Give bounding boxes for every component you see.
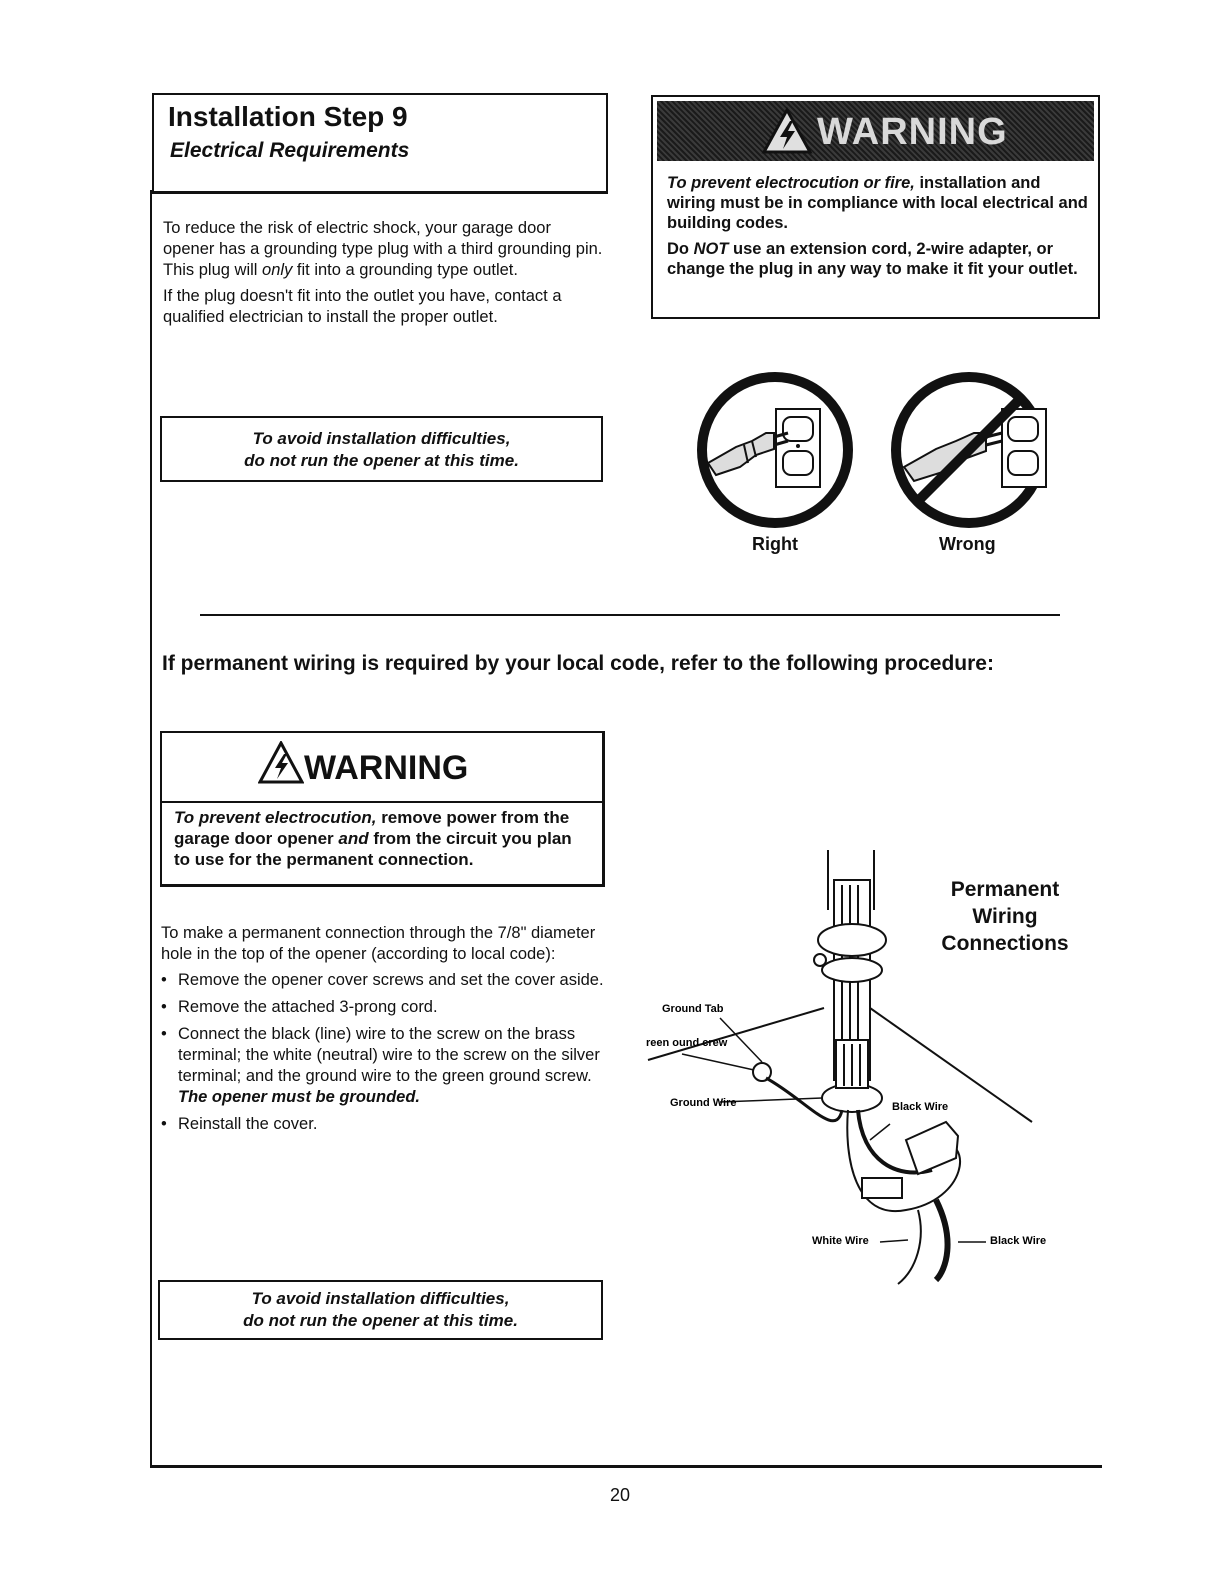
procedure-intro: To make a permanent connection through the 7/8" diameter hole in the top of the opener (according to local code):	[161, 924, 596, 963]
warning-top-paragraph-1	[667, 173, 1088, 233]
electric-hazard-icon	[761, 107, 813, 155]
caution-line-1: To avoid installation difficulties,	[252, 429, 511, 448]
label-white-wire: White Wire	[812, 1235, 869, 1247]
intro-emphasis: only	[262, 261, 293, 279]
electric-hazard-icon	[258, 741, 304, 785]
warning-text-part: Do	[667, 240, 694, 258]
page-number: 20	[609, 1485, 631, 1505]
left-border-rule	[150, 190, 152, 1467]
section-divider	[200, 614, 1060, 616]
warning-text-part: use an extension cord, 2-wire adapter, or change the plug in any way to make it fit your outlet.	[667, 240, 1078, 278]
plug-right-illustration	[696, 371, 854, 529]
page-subtitle: Electrical Requirements	[170, 139, 410, 162]
warning-emphasis: To prevent electrocution,	[174, 808, 377, 827]
caution-box-bottom	[158, 1280, 603, 1340]
list-item: • Remove the attached 3-prong cord.	[161, 997, 606, 1018]
label-black-wire-upper: Black Wire	[892, 1101, 949, 1113]
warning-emphasis: and	[338, 829, 369, 848]
label-green-ground-screw: reen ound crew	[646, 1037, 728, 1049]
step-heading-box	[152, 93, 608, 194]
caution-line-2: do not run the opener at this time.	[243, 1311, 518, 1330]
warning-box-bottom	[160, 731, 605, 887]
intro-paragraph-1	[163, 218, 603, 281]
intro-paragraph-2: If the plug doesn't fit into the outlet you have, contact a qualified electrician to install the proper outlet.	[163, 287, 562, 326]
warning-banner-text: WARNING	[817, 111, 1008, 153]
procedure-text	[161, 923, 606, 1141]
list-item: • Remove the opener cover screws and set the cover aside.	[161, 970, 606, 991]
warning-box-top	[651, 95, 1100, 319]
warning-emphasis: To prevent electrocution or fire,	[667, 174, 915, 192]
diagram-title: Permanent Wiring Connections	[941, 878, 1069, 955]
list-item-text: Connect the black (line) wire to the screw on the brass terminal; the white (neutral) wire to the screw on the silver terminal; and the ground wire to the green ground screw.	[178, 1025, 600, 1085]
permanent-wiring-heading: If permanent wiring is required by your local code, refer to the following procedure:	[162, 652, 994, 675]
warning-top-text	[667, 173, 1088, 285]
intro-text-part: fit into a grounding type outlet.	[292, 261, 518, 279]
label-ground-wire: Ground Wire	[670, 1097, 737, 1109]
bottom-border-rule	[150, 1465, 1102, 1468]
label-ground-tab: Ground Tab	[662, 1003, 724, 1015]
warning-text-part: installation and wiring must be in compliance with local electrical and building codes.	[667, 174, 1088, 232]
plug-right-label: Right	[752, 534, 798, 554]
caution-line-1: To avoid installation difficulties,	[251, 1289, 510, 1308]
warning-text-part: from the circuit you plan to use for the permanent connection.	[174, 829, 572, 869]
list-item-emphasis: The opener must be grounded.	[178, 1088, 421, 1106]
label-black-wire-lower: Black Wire	[990, 1235, 1047, 1247]
warning-banner-text: WARNING	[304, 749, 469, 787]
warning-text-part: remove power from the garage door opener	[174, 808, 570, 848]
plug-wrong-label: Wrong	[939, 534, 996, 554]
page-title: Installation Step 9	[168, 101, 408, 132]
warning-banner	[162, 733, 602, 803]
plug-wrong-illustration	[890, 371, 1048, 529]
warning-top-paragraph-2	[667, 239, 1088, 279]
intro-text-part: To reduce the risk of electric shock, your garage door opener has a grounding type plug with a third grounding pin. This plug will	[163, 219, 603, 279]
procedure-list	[161, 970, 606, 1135]
intro-text	[163, 218, 603, 333]
caution-line-2: do not run the opener at this time.	[244, 451, 519, 470]
list-item: • Reinstall the cover.	[161, 1114, 606, 1135]
warning-emphasis: NOT	[693, 240, 729, 258]
caution-box-top	[160, 416, 603, 482]
warning-bottom-text	[174, 807, 592, 870]
warning-banner	[657, 101, 1094, 161]
list-item	[161, 1024, 606, 1108]
